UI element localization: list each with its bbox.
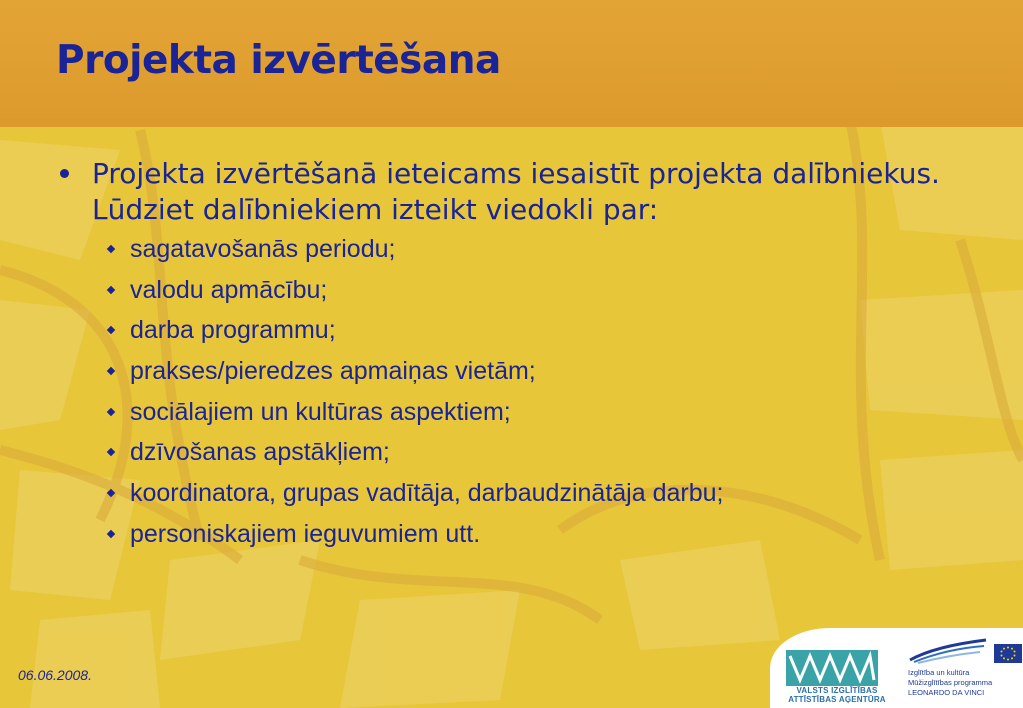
ld-line-1: Izglītība un kultūra xyxy=(908,668,970,677)
list-item-label: personiskajiem ieguvumiem utt. xyxy=(130,519,481,548)
diamond-bullet-icon xyxy=(107,326,115,334)
list-item-label: koordinatora, grupas vadītāja, darbaudzinātāja darbu; xyxy=(130,479,724,508)
list-item-label: darba programmu; xyxy=(130,316,336,345)
list-item xyxy=(104,478,984,519)
bullet-dot-icon xyxy=(60,169,69,178)
ld-line-2: Mūžizglītības programma xyxy=(908,678,993,687)
list-item xyxy=(104,397,984,438)
diamond-bullet-icon xyxy=(107,408,115,416)
viaa-line-2: ATTĪSTĪBAS AĢENTŪRA xyxy=(788,695,886,704)
main-bullet-text: Projekta izvērtēšanā ieteicams iesaistīt projekta dalībniekus. Lūdziet dalībniekiem izteikt viedokli par: xyxy=(92,157,940,226)
sub-bullet-list xyxy=(104,234,984,560)
list-item xyxy=(104,234,984,275)
leonardo-swoosh-icon xyxy=(908,636,988,664)
diamond-bullet-icon xyxy=(107,367,115,375)
eu-flag-icon xyxy=(994,644,1022,663)
viaa-caption xyxy=(782,686,892,704)
list-item-label: valodu apmācību; xyxy=(130,275,328,304)
footer-logos xyxy=(770,628,1023,708)
list-item xyxy=(104,275,984,316)
list-item xyxy=(104,437,984,478)
list-item xyxy=(104,315,984,356)
ld-line-3: LEONARDO DA VINCI xyxy=(908,688,985,697)
diamond-bullet-icon xyxy=(107,448,115,456)
diamond-bullet-icon xyxy=(107,285,115,293)
list-item-label: dzīvošanas apstākļiem; xyxy=(130,438,390,467)
viaa-line-1: VALSTS IZGLĪTĪBAS xyxy=(796,686,878,695)
list-item xyxy=(104,519,984,560)
diamond-bullet-icon xyxy=(107,530,115,538)
list-item xyxy=(104,356,984,397)
slide-date: 06.06.2008. xyxy=(18,667,92,683)
leonardo-caption xyxy=(908,668,1018,698)
diamond-bullet-icon xyxy=(107,245,115,253)
list-item-label: sagatavošanās periodu; xyxy=(130,235,396,263)
slide-title: Projekta izvērtēšana xyxy=(56,38,501,83)
viaa-logo-icon xyxy=(786,650,878,686)
diamond-bullet-icon xyxy=(107,489,115,497)
list-item-label: prakses/pieredzes apmaiņas vietām; xyxy=(130,357,536,386)
list-item-label: sociālajiem un kultūras aspektiem; xyxy=(130,397,511,426)
